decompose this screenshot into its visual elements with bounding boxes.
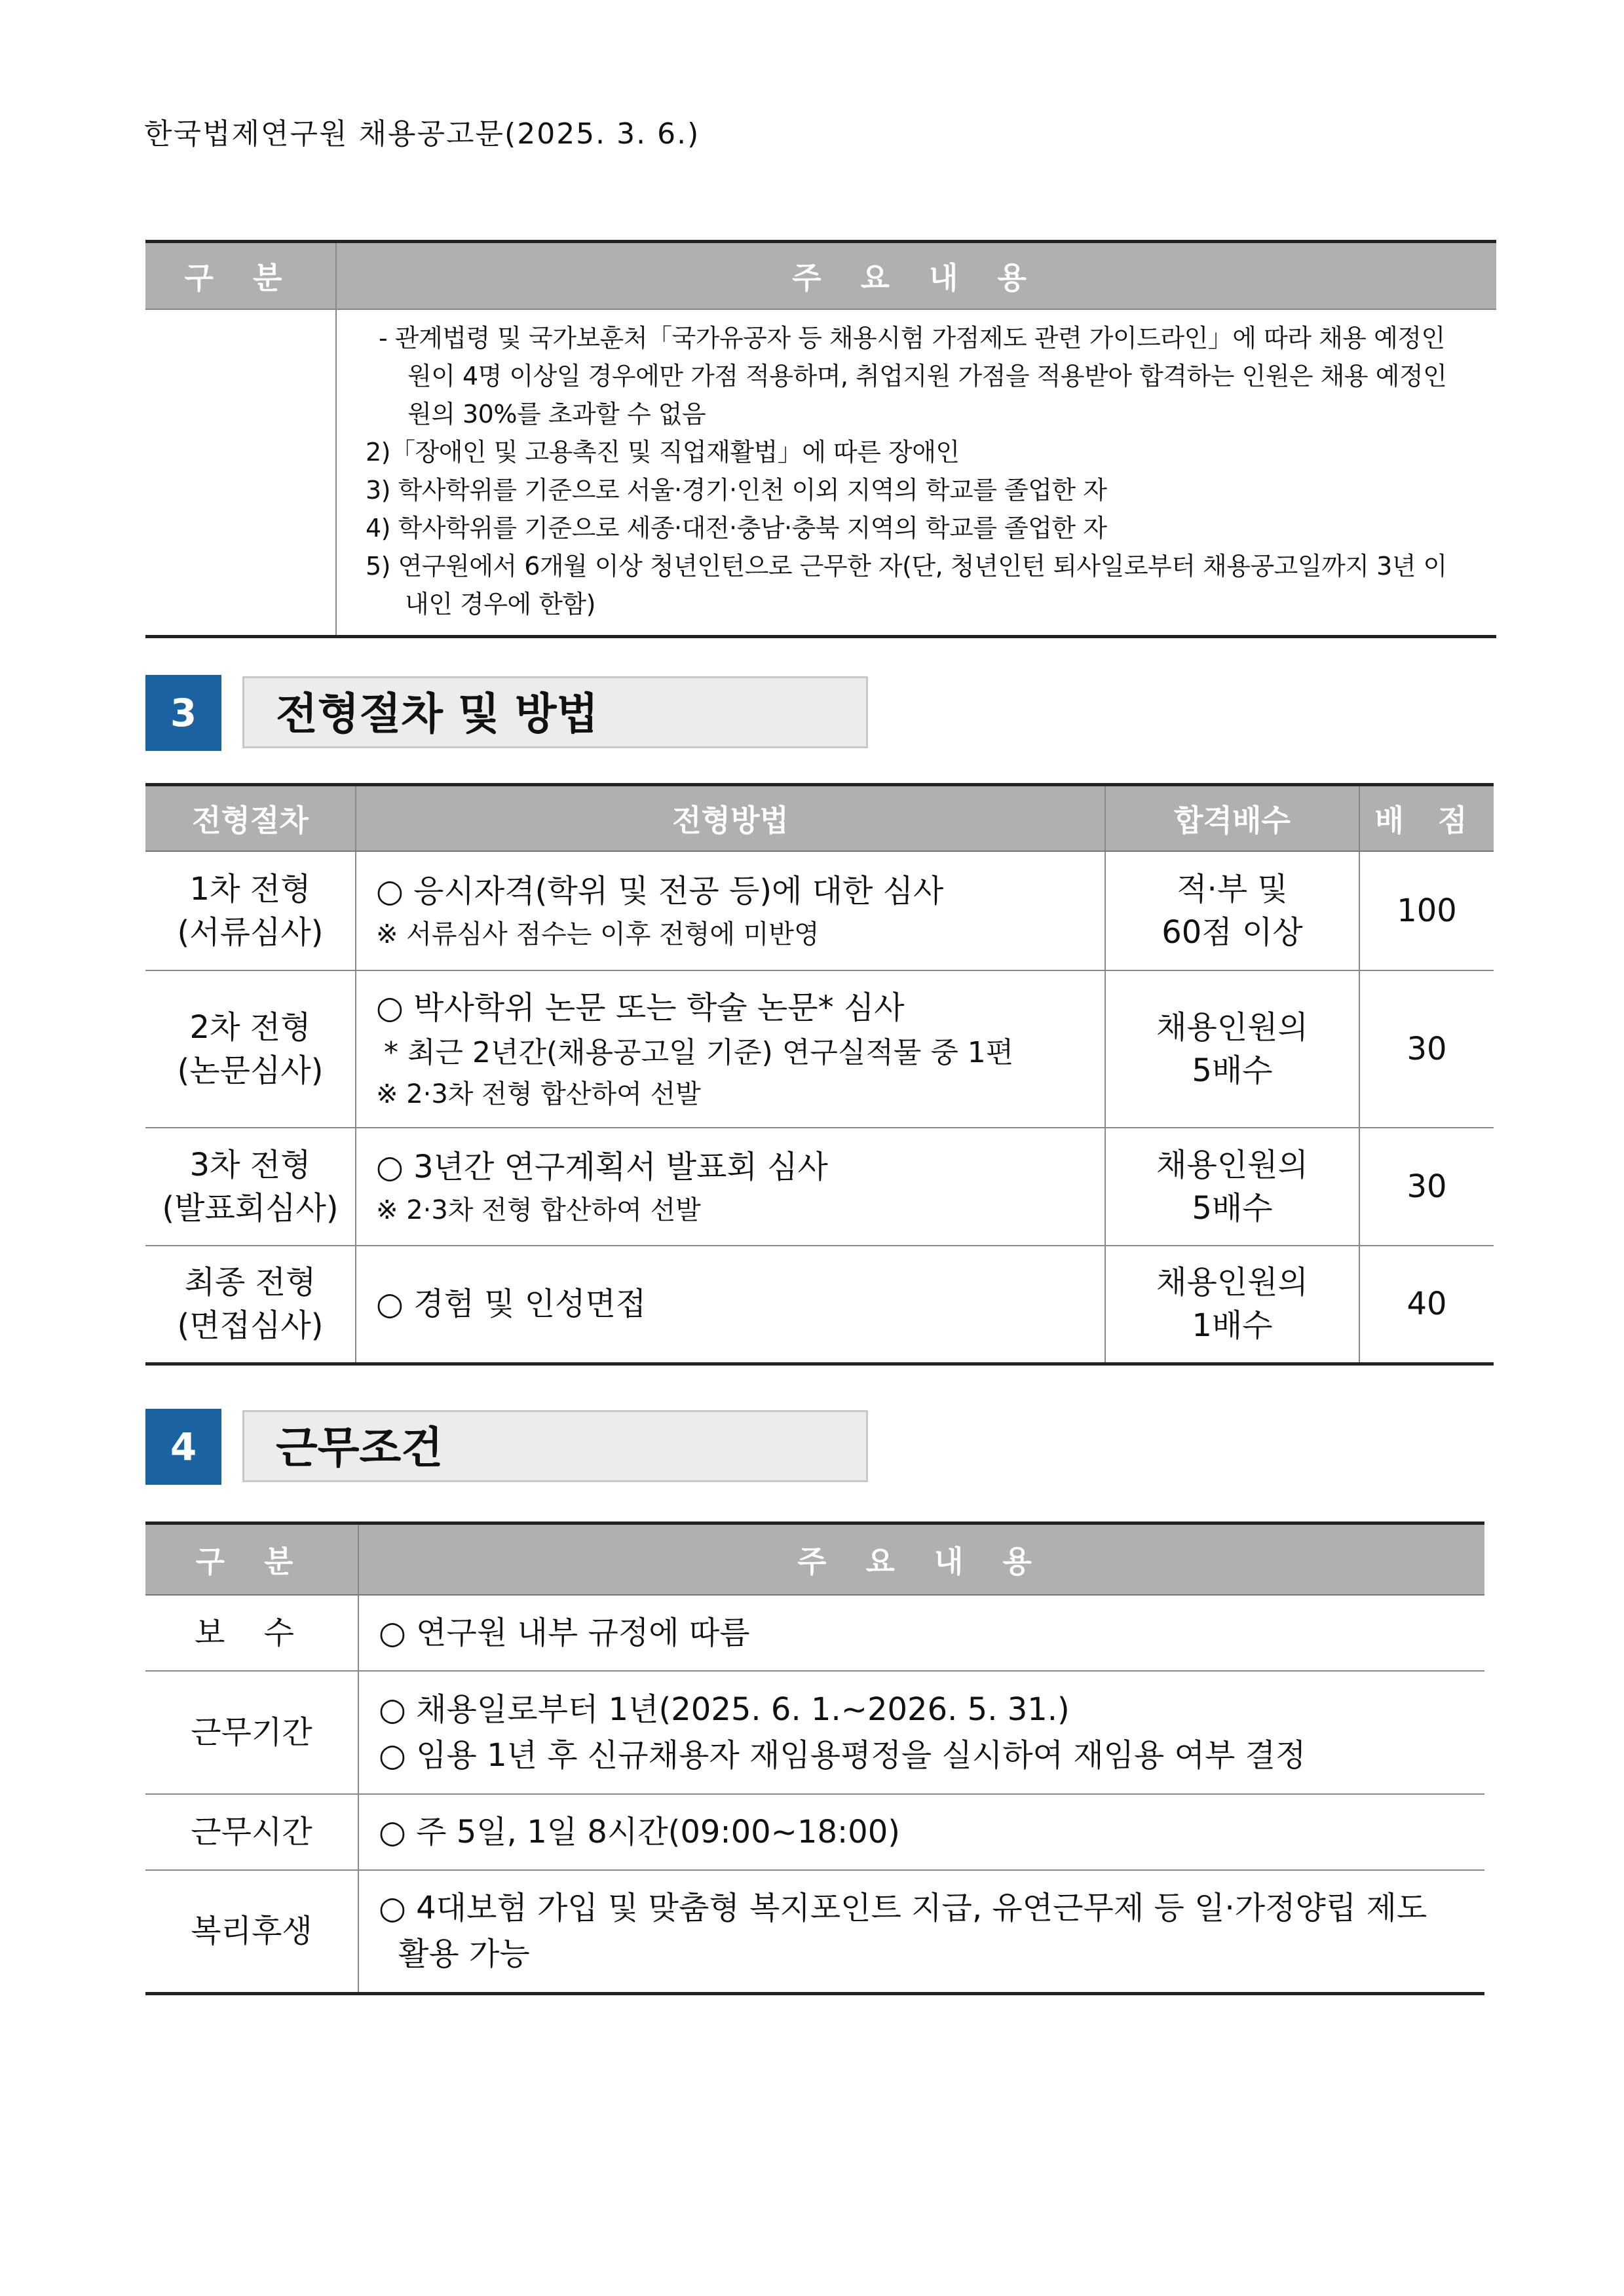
table-row — [145, 1128, 1494, 1246]
content-line: ○ 주 5일, 1일 8시간(09:00~18:00) — [379, 1814, 900, 1850]
row-content — [358, 1595, 1484, 1671]
section-number: 4 — [145, 1409, 221, 1485]
header-category: 구 분 — [145, 242, 336, 310]
multiple-line: 채용인원의 — [1156, 1264, 1308, 1301]
table-row — [145, 1595, 1484, 1671]
working-conditions-table — [145, 1521, 1484, 1995]
content-line: ○ 4대보험 가입 및 맞춤형 복지포인트 지급, 유연근무제 등 일·가정양립 제도 활용 가능 — [379, 1890, 1427, 1973]
stage-type: (서류심사) — [177, 914, 324, 951]
list-item: 4) 학사학위를 기준으로 세종‧대전‧충남‧충북 지역의 학교를 졸업한 자 — [366, 514, 1107, 543]
row-content — [358, 1671, 1484, 1794]
score-cell: 30 — [1359, 1128, 1494, 1246]
row-label: 근무기간 — [145, 1671, 358, 1794]
method-main: ○ 응시자격(학위 및 전공 등)에 대한 심사 — [376, 873, 944, 909]
stage-cell — [145, 970, 356, 1128]
multiple-cell — [1105, 1246, 1359, 1364]
list-item: - 관계법령 및 국가보훈처「국가유공자 등 채용시험 가점제도 관련 가이드라인」에 따라 채용 예정인원이 4명 이상일 경우에만 가점 적용하며, 취업지원 가점을 적용받아 합격하는 인원은 채용 예정인원의 30%를 초과할 수 없음 — [379, 324, 1447, 429]
multiple-cell — [1105, 970, 1359, 1128]
score-cell: 100 — [1359, 851, 1494, 970]
stage-name: 3차 전형 — [189, 1147, 311, 1183]
selection-process-table — [145, 783, 1494, 1366]
section-number: 3 — [145, 675, 221, 751]
multiple-line: 60점 이상 — [1161, 914, 1303, 951]
method-note: ※ 2·3차 전형 합산하여 선발 — [376, 1079, 701, 1109]
header-category: 구 분 — [145, 1523, 358, 1596]
stage-type: (면접심사) — [177, 1307, 324, 1345]
multiple-line: 적·부 및 — [1177, 871, 1288, 908]
row-label: 복리후생 — [145, 1870, 358, 1993]
table-row — [145, 1794, 1484, 1870]
list-item: 5) 연구원에서 6개월 이상 청년인턴으로 근무한 자(단, 청년인턴 퇴사일로부터 채용공고일까지 3년 이내인 경우에 한함) — [366, 552, 1447, 619]
stage-cell — [145, 1128, 356, 1246]
stage-name: 1차 전형 — [189, 871, 311, 908]
content-line: ○ 채용일로부터 1년(2025. 6. 1.~2026. 5. 31.) — [379, 1691, 1070, 1728]
table-row — [145, 1246, 1494, 1364]
method-note: ※ 2·3차 전형 합산하여 선발 — [376, 1195, 701, 1225]
multiple-cell — [1105, 851, 1359, 970]
multiple-line: 1배수 — [1192, 1307, 1273, 1345]
section-title: 전형절차 및 방법 — [242, 676, 868, 748]
table-row — [145, 1870, 1484, 1993]
header-content: 주 요 내 용 — [336, 242, 1496, 310]
content-line: ○ 임용 1년 후 신규채용자 재임용평정을 실시하여 재임용 여부 결정 — [379, 1737, 1306, 1774]
score-cell: 30 — [1359, 970, 1494, 1128]
stage-name: 최종 전형 — [184, 1264, 316, 1301]
stage-type: (논문심사) — [177, 1052, 324, 1089]
table-header-row — [145, 785, 1494, 852]
row-label: 근무시간 — [145, 1794, 358, 1870]
eligibility-table — [145, 240, 1496, 638]
method-note: ※ 서류심사 점수는 이후 전형에 미반영 — [376, 919, 820, 949]
row-label: 보 수 — [145, 1595, 358, 1671]
row-content — [358, 1794, 1484, 1870]
table-row — [145, 851, 1494, 970]
multiple-cell — [1105, 1128, 1359, 1246]
multiple-line: 5배수 — [1192, 1190, 1273, 1227]
table-header-row — [145, 242, 1496, 310]
multiple-line: 채용인원의 — [1156, 1009, 1308, 1046]
method-main: ○ 3년간 연구계획서 발표회 심사 — [376, 1149, 828, 1185]
page-header: 한국법제연구원 채용공고문(2025. 3. 6.) — [144, 117, 700, 151]
list-item: 3) 학사학위를 기준으로 서울‧경기‧인천 이외 지역의 학교를 졸업한 자 — [366, 476, 1107, 505]
table-row — [145, 1671, 1484, 1794]
header-stage: 전형절차 — [145, 785, 356, 852]
content-line: ○ 연구원 내부 규정에 따름 — [379, 1615, 750, 1651]
score-cell: 40 — [1359, 1246, 1494, 1364]
stage-type: (발표회심사) — [162, 1190, 339, 1227]
section-title: 근무조건 — [242, 1410, 868, 1482]
table-row — [145, 970, 1494, 1128]
header-multiple: 합격배수 — [1105, 785, 1359, 852]
list-item: 2)「장애인 및 고용촉진 및 직업재활법」에 따른 장애인 — [366, 438, 960, 467]
table-row — [145, 309, 1496, 637]
content-cell — [336, 309, 1496, 637]
method-main: ○ 경험 및 인성면접 — [376, 1286, 647, 1323]
stage-name: 2차 전형 — [189, 1009, 311, 1046]
method-cell — [356, 970, 1105, 1128]
method-cell — [356, 1246, 1105, 1364]
multiple-line: 5배수 — [1192, 1052, 1273, 1089]
stage-cell — [145, 1246, 356, 1364]
method-cell — [356, 1128, 1105, 1246]
method-main: ○ 박사학위 논문 또는 학술 논문* 심사 — [376, 989, 905, 1026]
method-footnote: * 최근 2년간(채용공고일 기준) 연구실적물 중 1편 — [384, 1036, 1014, 1069]
stage-cell — [145, 851, 356, 970]
table-header-row — [145, 1523, 1484, 1596]
row-content — [358, 1870, 1484, 1993]
header-score: 배 점 — [1359, 785, 1494, 852]
method-cell — [356, 851, 1105, 970]
multiple-line: 채용인원의 — [1156, 1147, 1308, 1183]
header-content: 주 요 내 용 — [358, 1523, 1484, 1596]
header-method: 전형방법 — [356, 785, 1105, 852]
category-cell — [145, 309, 336, 637]
